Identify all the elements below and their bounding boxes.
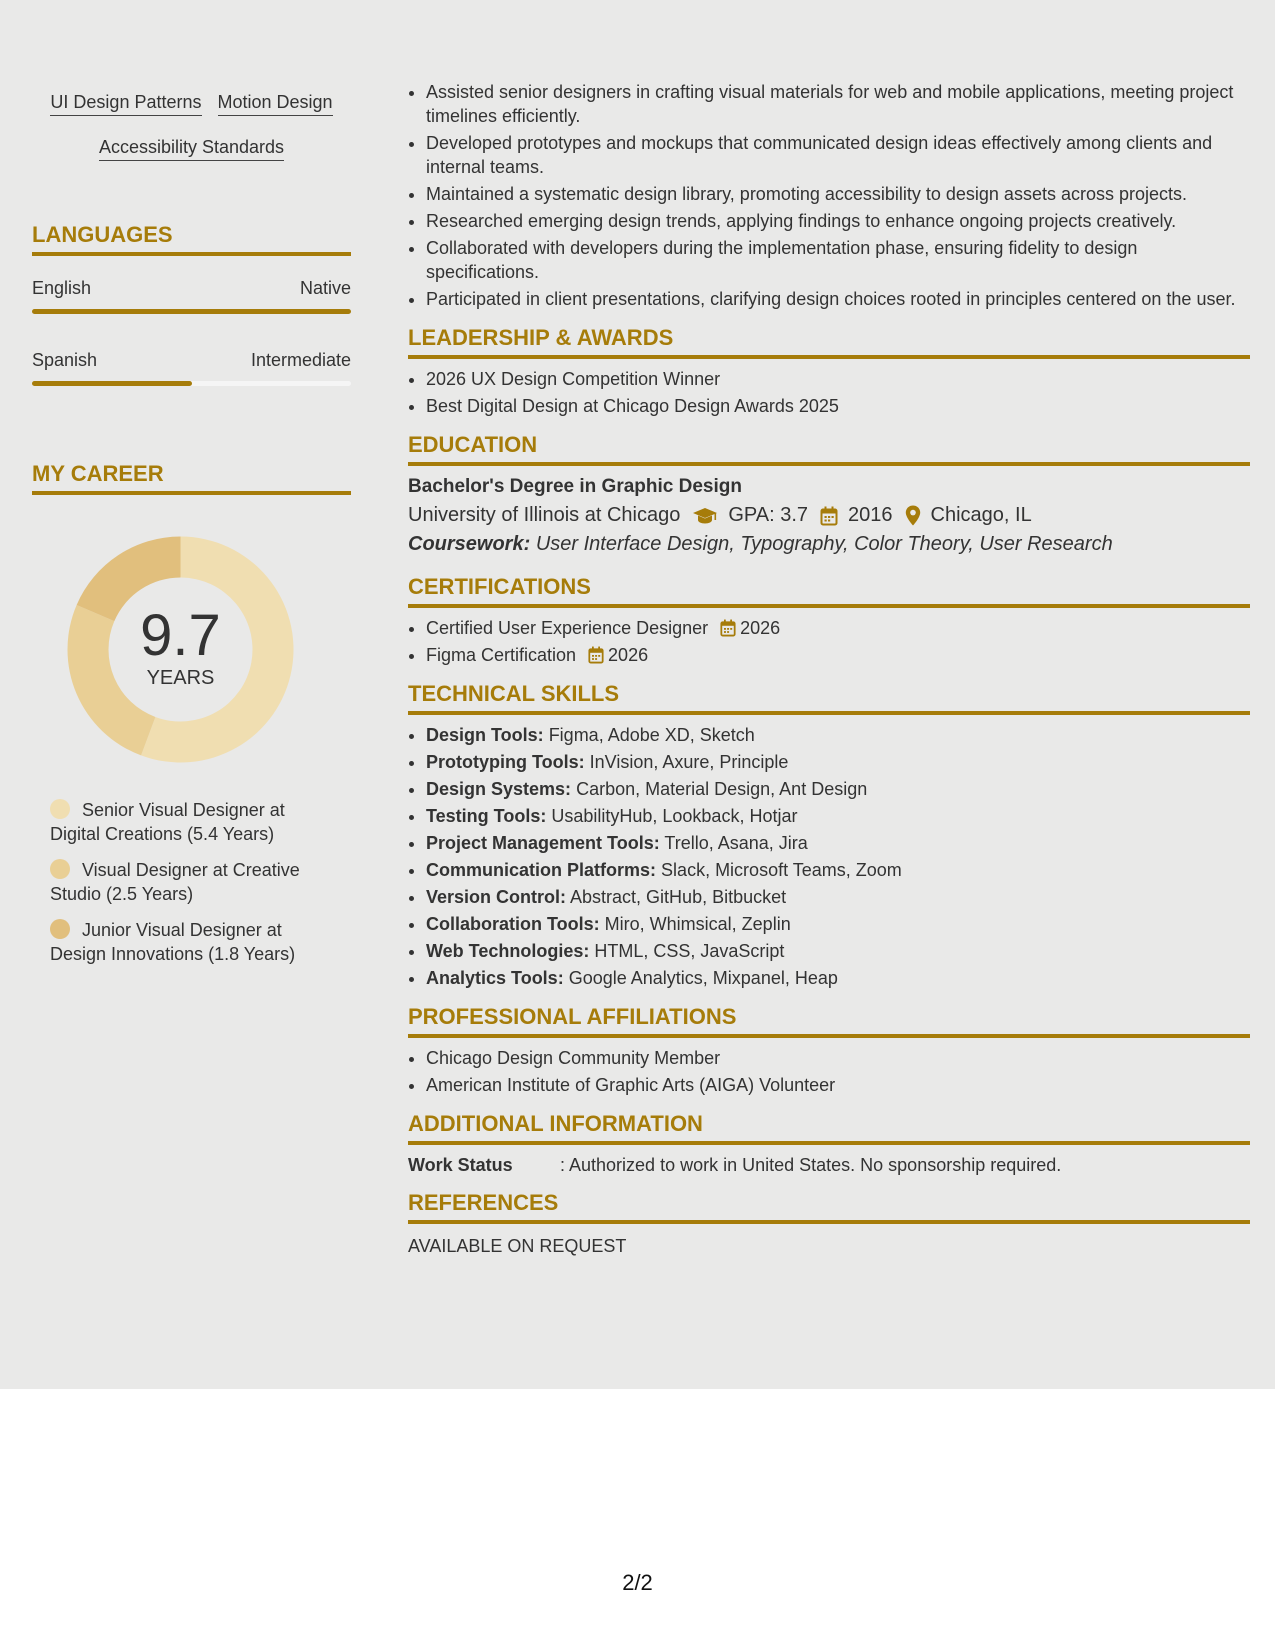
language-name: English xyxy=(32,278,92,298)
list-item: • Researched emerging design trends, applying findings to enhance ongoing projects creatively. xyxy=(426,209,1250,233)
language-name: Spanish xyxy=(32,350,98,370)
language-bar xyxy=(32,309,351,314)
cert-year: 2026 xyxy=(740,618,781,638)
legend-dot xyxy=(50,919,70,939)
work-status-label: Work Status xyxy=(408,1155,513,1175)
list-item: • Chicago Design Community Member xyxy=(426,1046,1250,1070)
school-name: University of Illinois at Chicago xyxy=(408,504,681,526)
career-unit: YEARS xyxy=(146,667,215,689)
skill-value: Slack, Microsoft Teams, Zoom xyxy=(661,860,902,880)
list-item xyxy=(426,858,1250,882)
leadership-list xyxy=(408,367,1250,418)
legend-dot xyxy=(50,859,70,879)
list-item xyxy=(426,616,1250,640)
experience-bullets xyxy=(408,80,1250,311)
skill-tags xyxy=(32,80,351,170)
skill-value: Figma, Adobe XD, Sketch xyxy=(548,725,755,745)
legend-label: Senior Visual Designer at Digital Creations (5.4 Years) xyxy=(50,800,285,844)
affiliations-list xyxy=(408,1046,1250,1097)
list-item: • Assisted senior designers in crafting visual materials for web and mobile applications, meeting project timelines efficiently. xyxy=(426,80,1250,128)
degree-title: Bachelor's Degree in Graphic Design xyxy=(408,476,742,497)
calendar-icon xyxy=(720,619,736,637)
skill-label: Project Management Tools: xyxy=(426,833,660,853)
list-item: • Collaborated with developers during the implementation phase, ensuring fidelity to design specifications. xyxy=(426,236,1250,284)
list-item xyxy=(426,804,1250,828)
list-item: • American Institute of Graphic Arts (AIGA) Volunteer xyxy=(426,1073,1250,1097)
list-item: • 2026 UX Design Competition Winner xyxy=(426,367,1250,391)
technical-skills-heading: TECHNICAL SKILLS xyxy=(408,681,1250,715)
list-item xyxy=(426,966,1250,990)
language-item xyxy=(32,350,351,386)
work-status-value: : Authorized to work in United States. No sponsorship required. xyxy=(560,1155,1062,1175)
career-heading: MY CAREER xyxy=(32,461,351,495)
skill-value: InVision, Axure, Principle xyxy=(589,752,789,772)
language-bar-fill xyxy=(32,309,351,314)
education-heading: EDUCATION xyxy=(408,432,1250,466)
right-column xyxy=(408,80,1250,1257)
skill-label: Web Technologies: xyxy=(426,941,590,961)
skill-label: Version Control: xyxy=(426,887,567,907)
skill-value: Abstract, GitHub, Bitbucket xyxy=(570,887,787,907)
languages-heading: LANGUAGES xyxy=(32,222,351,256)
career-legend xyxy=(50,798,351,966)
list-item xyxy=(426,939,1250,963)
left-column xyxy=(32,80,351,978)
graduation-cap-icon xyxy=(692,507,718,525)
legend-item xyxy=(50,798,320,846)
calendar-icon xyxy=(588,646,604,664)
skill-label: Design Tools: xyxy=(426,725,544,745)
skill-tag: Motion Design xyxy=(218,91,333,116)
leadership-heading: LEADERSHIP & AWARDS xyxy=(408,325,1250,359)
legend-item xyxy=(50,918,320,966)
legend-label: Visual Designer at Creative Studio (2.5 Years) xyxy=(50,860,300,904)
legend-item xyxy=(50,858,320,906)
cert-name: Certified User Experience Designer xyxy=(426,618,709,638)
language-bar-fill xyxy=(32,381,192,386)
language-level: Intermediate xyxy=(250,350,351,370)
language-item xyxy=(32,278,351,314)
skill-label: Prototyping Tools: xyxy=(426,752,585,772)
list-item: • Maintained a systematic design library, promoting accessibility to design assets across projects. xyxy=(426,182,1250,206)
references-heading: REFERENCES xyxy=(408,1190,1250,1224)
location: Chicago, IL xyxy=(930,504,1032,526)
list-item xyxy=(426,723,1250,747)
skill-tag: Accessibility Standards xyxy=(99,136,284,161)
skill-label: Collaboration Tools: xyxy=(426,914,600,934)
affiliations-heading: PROFESSIONAL AFFILIATIONS xyxy=(408,1004,1250,1038)
references-text: AVAILABLE ON REQUEST xyxy=(408,1236,627,1256)
coursework-label: Coursework: xyxy=(408,533,531,555)
skill-tag: UI Design Patterns xyxy=(50,91,201,116)
list-item xyxy=(426,885,1250,909)
skill-value: Miro, Whimsical, Zeplin xyxy=(604,914,791,934)
career-total: 9.7 xyxy=(140,603,221,668)
work-status xyxy=(408,1155,1250,1176)
graduation-year: 2016 xyxy=(848,504,893,526)
list-item xyxy=(426,912,1250,936)
career-donut xyxy=(66,535,295,764)
technical-skills-list xyxy=(408,723,1250,990)
skill-label: Design Systems: xyxy=(426,779,572,799)
skill-label: Analytics Tools: xyxy=(426,968,564,988)
skill-value: Google Analytics, Mixpanel, Heap xyxy=(568,968,838,988)
list-item: • Developed prototypes and mockups that communicated design ideas effectively among clients and internal teams. xyxy=(426,131,1250,179)
coursework xyxy=(408,533,1250,556)
calendar-icon xyxy=(820,506,838,526)
skill-label: Testing Tools: xyxy=(426,806,547,826)
cert-year: 2026 xyxy=(608,645,649,665)
language-level: Native xyxy=(299,278,351,298)
coursework-list: User Interface Design, Typography, Color Theory, User Research xyxy=(535,533,1113,555)
education-details xyxy=(408,504,1250,527)
cert-name: Figma Certification xyxy=(426,645,577,665)
skill-value: HTML, CSS, JavaScript xyxy=(594,941,785,961)
skill-label: Communication Platforms: xyxy=(426,860,657,880)
legend-dot xyxy=(50,799,70,819)
additional-info-heading: ADDITIONAL INFORMATION xyxy=(408,1111,1250,1145)
skill-value: Carbon, Material Design, Ant Design xyxy=(576,779,868,799)
language-bar xyxy=(32,381,351,386)
certifications-heading: CERTIFICATIONS xyxy=(408,574,1250,608)
list-item xyxy=(426,750,1250,774)
skill-value: UsabilityHub, Lookback, Hotjar xyxy=(551,806,798,826)
location-pin-icon xyxy=(905,505,921,526)
list-item xyxy=(426,777,1250,801)
certifications-list xyxy=(408,616,1250,667)
list-item xyxy=(426,831,1250,855)
list-item: • Participated in client presentations, clarifying design choices rooted in principles centered on the user. xyxy=(426,287,1250,311)
list-item xyxy=(426,643,1250,667)
page-number: 2/2 xyxy=(622,1570,653,1595)
skill-value: Trello, Asana, Jira xyxy=(664,833,808,853)
legend-label: Junior Visual Designer at Design Innovations (1.8 Years) xyxy=(50,920,296,964)
list-item: • Best Digital Design at Chicago Design Awards 2025 xyxy=(426,394,1250,418)
gpa: GPA: 3.7 xyxy=(728,504,809,526)
